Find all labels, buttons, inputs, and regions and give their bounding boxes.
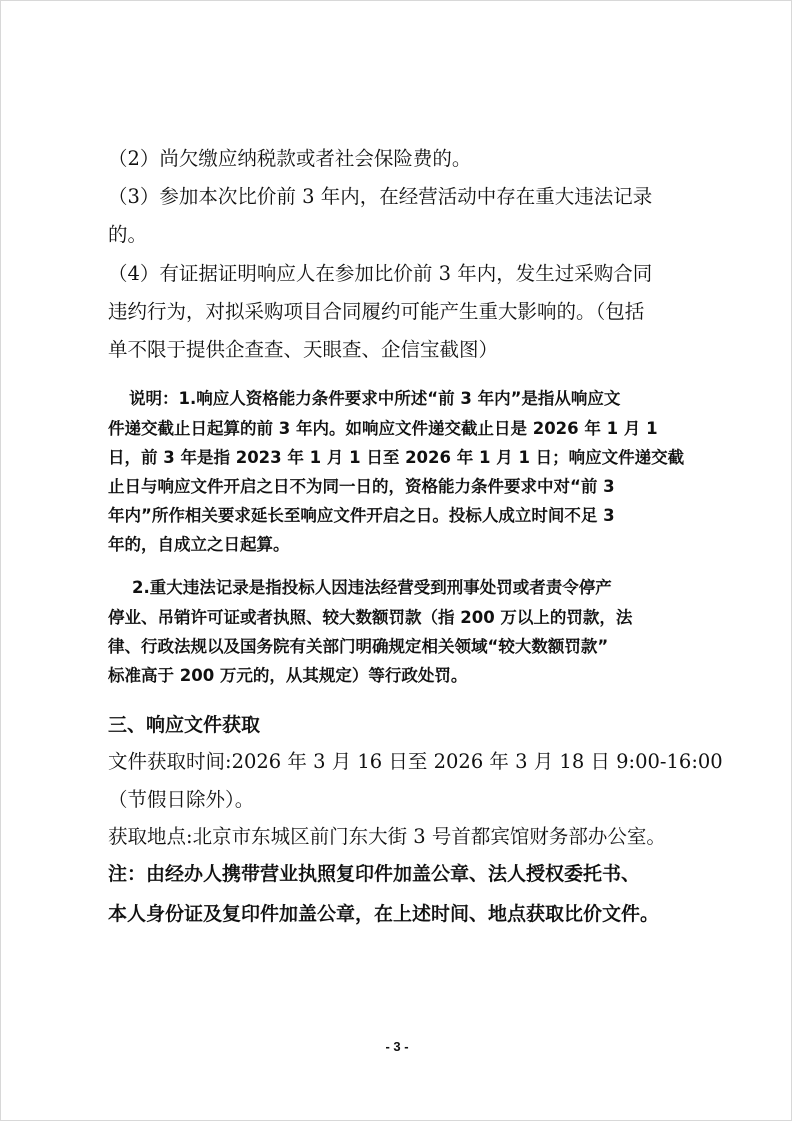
note-2-line-2: 停业、吊销许可证或者执照、较大数额罚款（指 200 万以上的罚款，法 xyxy=(108,608,633,627)
fetch-notice-line-1: 注：由经办人携带营业执照复印件加盖公章、法人授权委托书、 xyxy=(108,863,641,885)
item-4-line-2: 违约行为，对拟采购项目合同履约可能产生重大影响的。（包括 xyxy=(108,300,645,323)
note-1-line-3: 日，前 3 年是指 2023 年 1 月 1 日至 2026 年 1 月 1 日；响应文件递交截 xyxy=(108,448,685,467)
note-2-line-4: 标准高于 200 万元的，从其规定）等行政处罚。 xyxy=(108,666,468,685)
note-1-line-2: 件递交截止日起算的前 3 年内。如响应文件递交截止日是 2026 年 1 月 1 xyxy=(108,419,658,438)
note-2-line-1: 2.重大违法记录是指投标人因违法经营受到刑事处罚或者责令停产 xyxy=(132,578,612,597)
fetch-time-line-1: 文件获取时间:2026 年 3 月 16 日至 2026 年 3 月 18 日 9:00-16:00 xyxy=(108,750,723,773)
note-1-line-4: 止日与响应文件开启之日不为同一日的，资格能力条件要求中对“前 3 xyxy=(108,477,615,496)
section-3-heading: 三、响应文件获取 xyxy=(108,714,261,736)
note-1-line-6: 年的，自成立之日起算。 xyxy=(108,535,290,554)
item-4-line-1: （4）有证据证明响应人在参加比价前 3 年内，发生过采购合同 xyxy=(108,262,653,285)
note-1-line-1: 说明：1.响应人资格能力条件要求中所述“前 3 年内”是指从响应文 xyxy=(129,389,621,408)
item-3-line-2: 的。 xyxy=(108,223,148,246)
item-3-line-1: （3）参加本次比价前 3 年内，在经营活动中存在重大违法记录 xyxy=(108,185,653,208)
page-number: - 3 - xyxy=(385,1039,409,1054)
item-4-line-3: 单不限于提供企查查、天眼查、企信宝截图） xyxy=(108,338,499,361)
fetch-time-line-2: （节假日除外）。 xyxy=(108,788,255,811)
fetch-location: 获取地点:北京市东城区前门东大街 3 号首都宾馆财务部办公室。 xyxy=(108,825,666,848)
note-2-line-3: 律、行政法规以及国务院有关部门明确规定相关领域“较大数额罚款” xyxy=(108,637,609,656)
note-1-line-5: 年内”所作相关要求延长至响应文件开启之日。投标人成立时间不足 3 xyxy=(108,506,615,525)
item-2: （2）尚欠缴应纳税款或者社会保险费的。 xyxy=(108,147,472,170)
fetch-notice-line-2: 本人身份证及复印件加盖公章，在上述时间、地点获取比价文件。 xyxy=(108,903,660,925)
